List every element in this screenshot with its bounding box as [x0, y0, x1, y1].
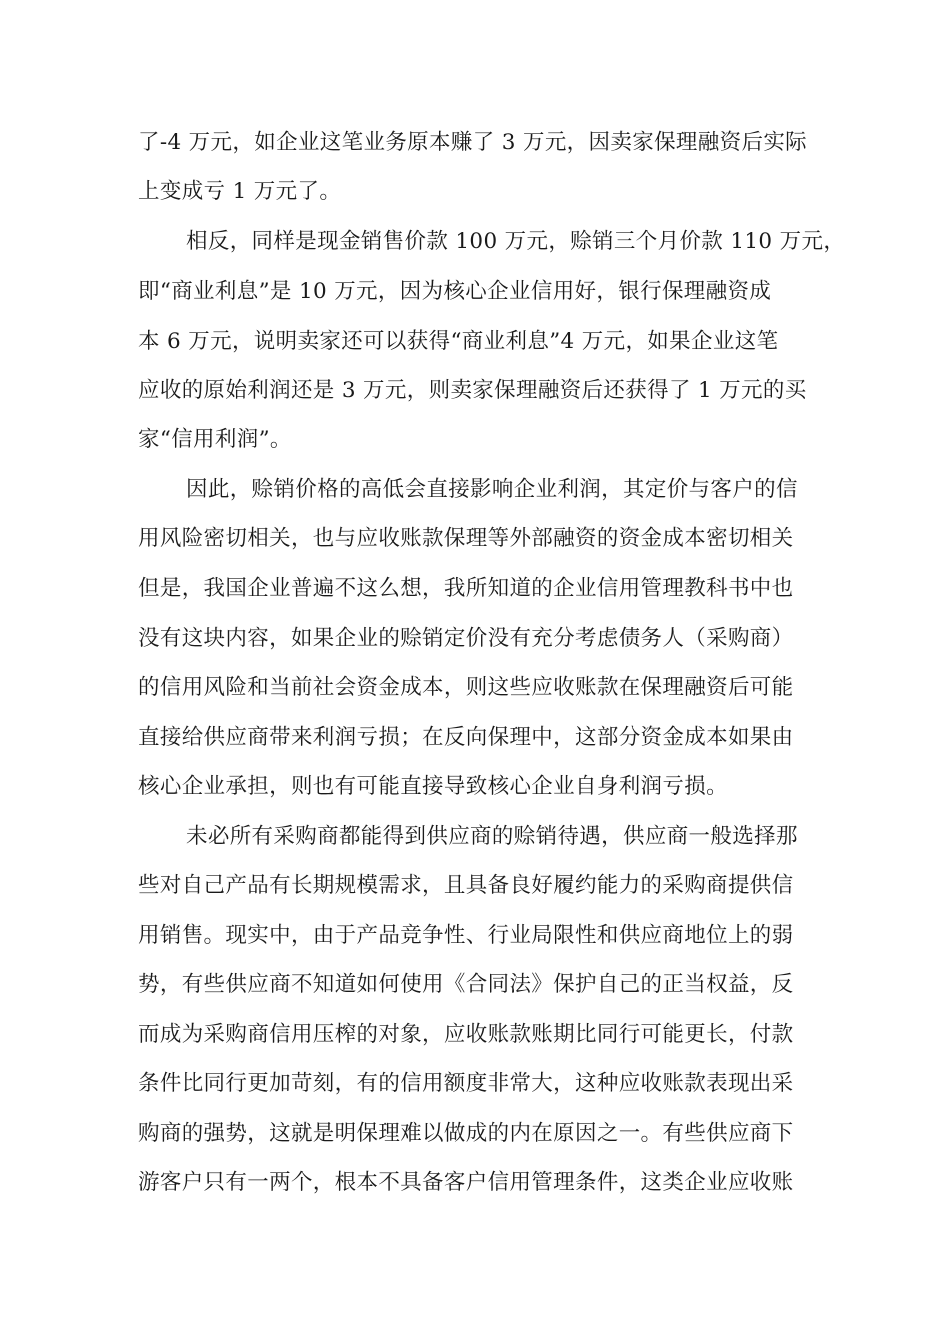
text-line: 但是，我国企业普遍不这么想，我所知道的企业信用管理教科书中也	[138, 576, 794, 601]
text-line: 本 6 万元，说明卖家还可以获得“商业利息”4 万元，如果企业这笔	[138, 329, 779, 354]
text-line: 条件比同行更加苛刻，有的信用额度非常大，这种应收账款表现出采	[138, 1071, 794, 1096]
text-line: 没有这块内容，如果企业的赊销定价没有充分考虑债务人（采购商）	[138, 626, 794, 651]
text-line: 势，有些供应商不知道如何使用《合同法》保护自己的正当权益，反	[138, 972, 794, 997]
text-line: 上变成亏 1 万元了。	[138, 179, 342, 204]
text-line: 了-4 万元，如企业这笔业务原本赚了 3 万元，因卖家保理融资后实际	[138, 130, 808, 155]
text-line: 用销售。现实中，由于产品竞争性、行业局限性和供应商地位上的弱	[138, 923, 794, 948]
text-line: 些对自己产品有长期规模需求，且具备良好履约能力的采购商提供信	[138, 873, 794, 898]
text-line: 相反，同样是现金销售价款 100 万元，赊销三个月价款 110 万元，	[186, 229, 846, 254]
text-line: 的信用风险和当前社会资金成本，则这些应收账款在保理融资后可能	[138, 675, 794, 700]
text-line: 用风险密切相关，也与应收账款保理等外部融资的资金成本密切相关	[138, 526, 794, 551]
text-line: 而成为采购商信用压榨的对象，应收账款账期比同行可能更长，付款	[138, 1022, 794, 1047]
text-line: 因此，赊销价格的高低会直接影响企业利润，其定价与客户的信	[186, 477, 798, 502]
text-line: 核心企业承担，则也有可能直接导致核心企业自身利润亏损。	[138, 774, 728, 799]
text-line: 家“信用利润”。	[138, 427, 292, 452]
text-line: 即“商业利息”是 10 万元，因为核心企业信用好，银行保理融资成	[138, 279, 772, 304]
text-line: 直接给供应商带来利润亏损；在反向保理中，这部分资金成本如果由	[138, 725, 794, 750]
text-line: 购商的强势，这就是明保理难以做成的内在原因之一。有些供应商下	[138, 1121, 794, 1146]
text-line: 应收的原始利润还是 3 万元，则卖家保理融资后还获得了 1 万元的买	[138, 378, 807, 403]
text-line: 未必所有采购商都能得到供应商的赊销待遇，供应商一般选择那	[186, 824, 798, 849]
text-line: 游客户只有一两个，根本不具备客户信用管理条件，这类企业应收账	[138, 1170, 794, 1195]
